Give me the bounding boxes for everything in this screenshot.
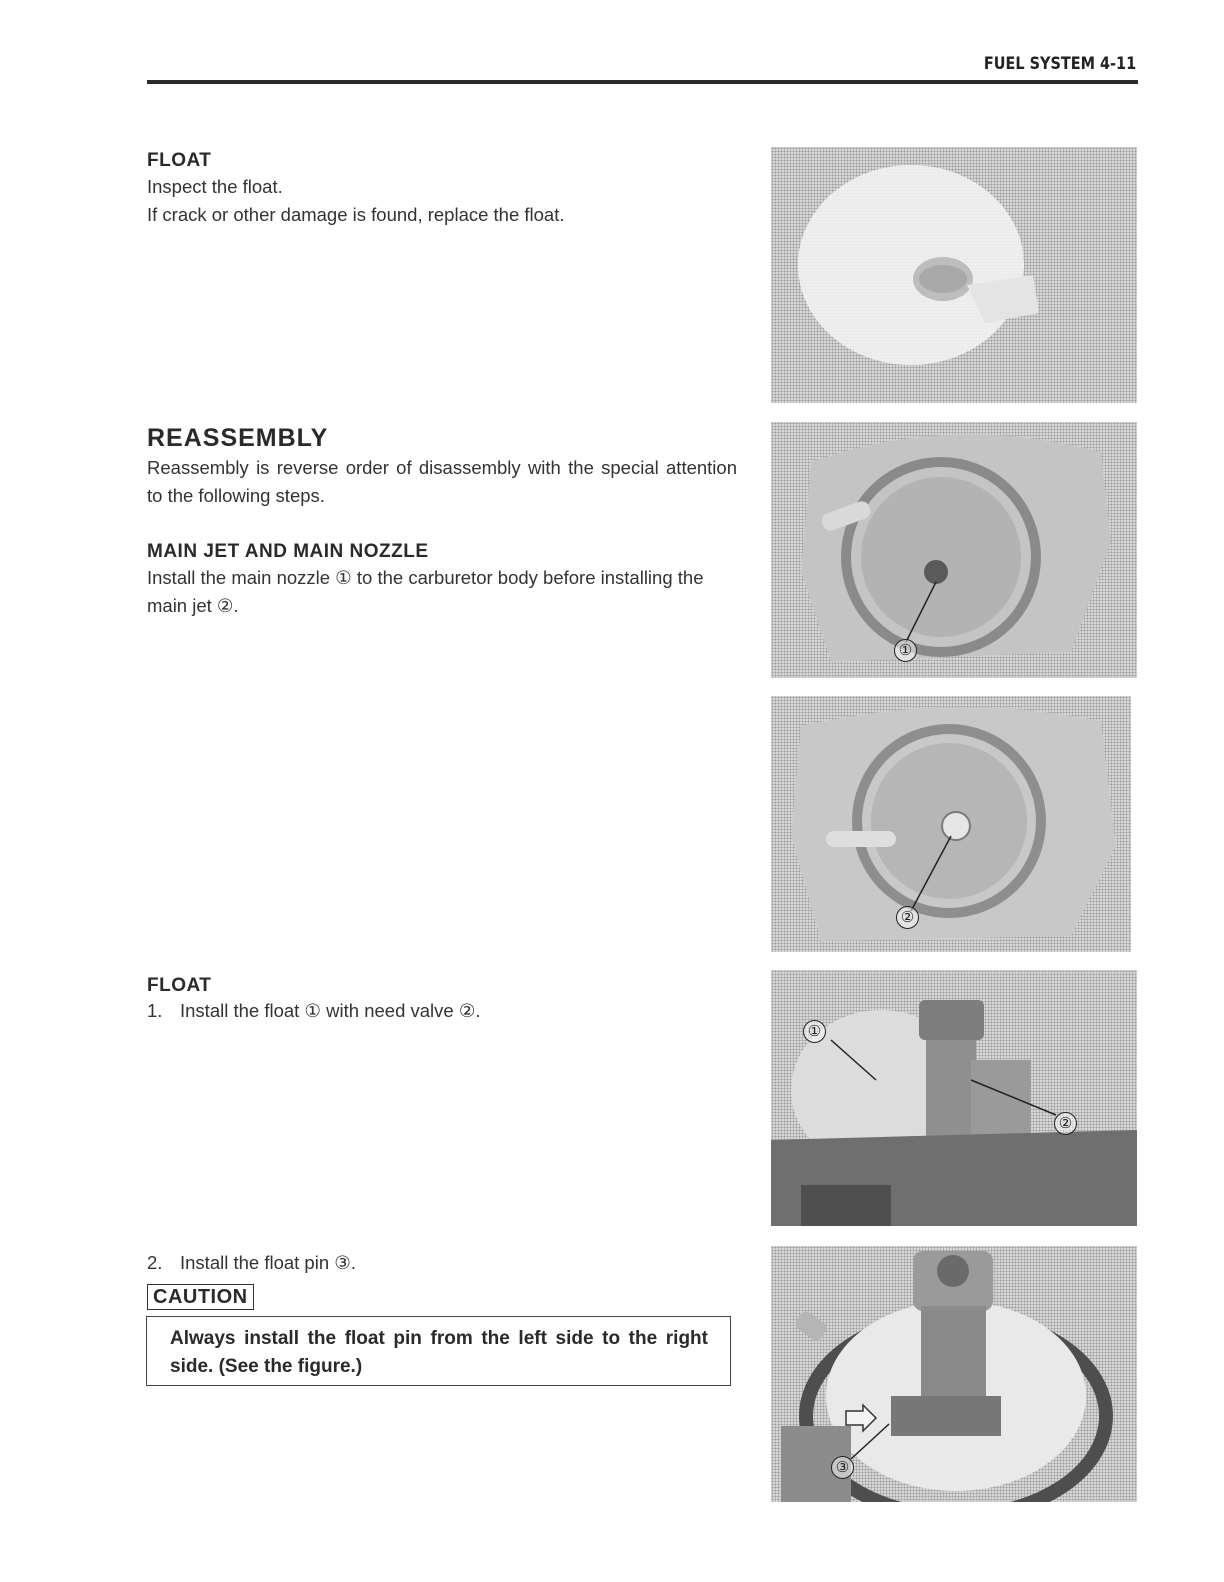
float-install-section xyxy=(147,975,742,1025)
callout-float-pin: ③ xyxy=(831,1456,854,1479)
step-2-number: 2. xyxy=(147,1252,163,1273)
photo-float-needle-drawing xyxy=(771,970,1137,1226)
float-install-heading: FLOAT xyxy=(147,975,212,996)
photo-main-nozzle-drawing xyxy=(771,422,1137,678)
main-jet-heading: MAIN JET AND MAIN NOZZLE xyxy=(147,541,429,562)
float-inspect-line-1: Inspect the float. xyxy=(147,176,283,197)
photo-float-drawing xyxy=(771,147,1137,403)
float-inspect-heading: FLOAT xyxy=(147,150,212,171)
float-install-step-2 xyxy=(147,1249,742,1277)
photo-float xyxy=(771,147,1137,403)
caution-box: Always install the float pin from the left side to the right side. (See the figure.) xyxy=(146,1316,731,1386)
main-jet-text: Install the main nozzle ① to the carburetor body before installing the main jet ②. xyxy=(147,567,704,616)
photo-float-needle xyxy=(771,970,1137,1226)
float-inspect-section xyxy=(147,150,742,229)
float-pin-step xyxy=(147,1249,742,1277)
photo-float-pin-drawing xyxy=(771,1246,1137,1502)
callout-main-nozzle: ① xyxy=(894,639,917,662)
photo-main-jet xyxy=(771,696,1131,952)
callout-main-jet: ② xyxy=(896,906,919,929)
reassembly-heading: REASSEMBLY xyxy=(147,424,329,452)
caution-label: CAUTION xyxy=(147,1284,254,1310)
photo-float-pin xyxy=(771,1246,1137,1502)
photo-main-jet-drawing xyxy=(771,696,1131,952)
step-1-number: 1. xyxy=(147,1000,163,1021)
step-2-text: Install the float pin ③. xyxy=(180,1252,356,1273)
page-header xyxy=(147,48,1138,84)
callout-float: ① xyxy=(803,1020,826,1043)
reassembly-section xyxy=(147,424,737,510)
step-1-text: Install the float ① with need valve ②. xyxy=(180,1000,481,1021)
reassembly-intro: Reassembly is reverse order of disassembly with the special attention to the following steps. xyxy=(147,457,737,506)
float-install-step-1 xyxy=(147,997,742,1025)
main-jet-section xyxy=(147,541,739,620)
callout-needle-valve: ② xyxy=(1054,1112,1077,1135)
photo-main-nozzle xyxy=(771,422,1137,678)
header-title: FUEL SYSTEM 4-11 xyxy=(983,54,1136,74)
header-rule xyxy=(147,80,1138,84)
float-inspect-line-2: If crack or other damage is found, replace the float. xyxy=(147,204,565,225)
